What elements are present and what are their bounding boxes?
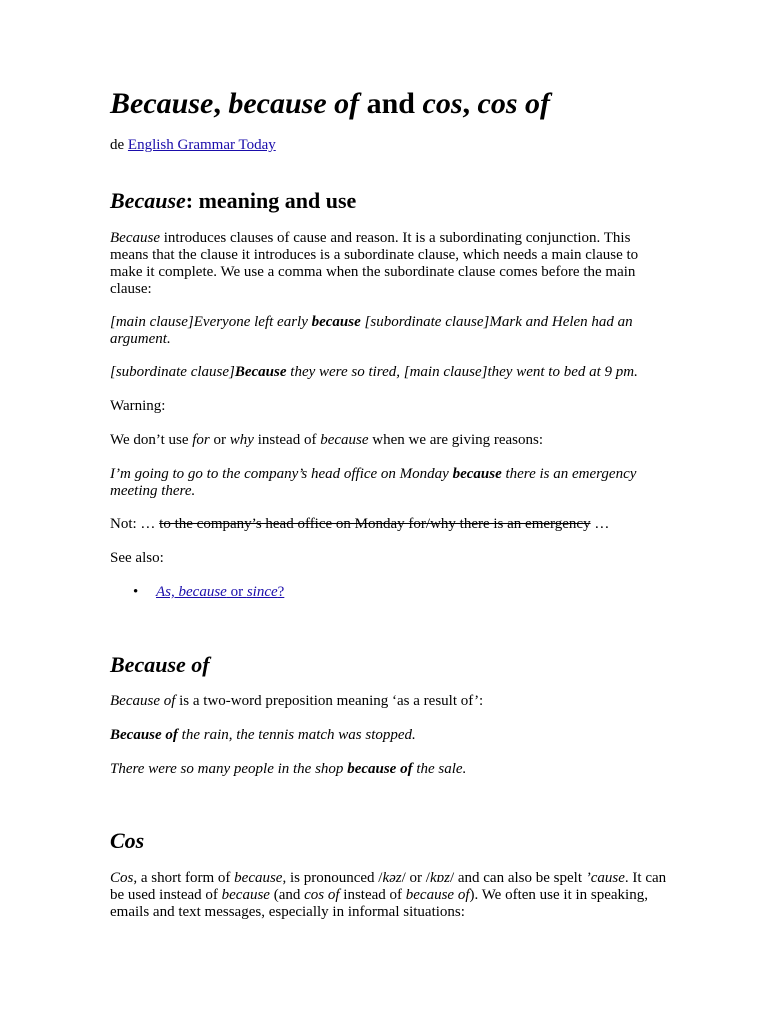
link-text: As, because bbox=[156, 584, 227, 600]
text: when we are giving reasons: bbox=[368, 432, 544, 448]
example-keyword: because of bbox=[347, 761, 413, 777]
text: (and bbox=[269, 887, 305, 903]
section-heading-cos: Cos bbox=[110, 828, 145, 853]
phonetic: kəz bbox=[382, 870, 402, 886]
paragraph-intro bbox=[110, 230, 670, 298]
source-link[interactable]: English Grammar Today bbox=[127, 137, 276, 153]
paragraph-text: introduces clauses of cause and reason. It is a subordinating conjunction. This means that the clause it introduces is a subordinate clause, which needs a main clause to make it complete. We use a comma when the subordinate clause comes before the main clause: bbox=[110, 230, 639, 297]
example-text: the rain, the tennis match was stopped. bbox=[177, 727, 416, 743]
example-text: I’m going to go to the company’s head office on Monday bbox=[110, 466, 453, 482]
example-4 bbox=[110, 727, 670, 744]
heading-rest: : meaning and use bbox=[185, 188, 357, 213]
title-cos: cos bbox=[422, 87, 463, 120]
example-3 bbox=[110, 466, 670, 500]
text: ). We often use it in speaking, emails and text messages, especially in informal situations: bbox=[110, 887, 648, 920]
section-heading-because-of: Because of bbox=[110, 652, 210, 677]
bullet-icon: • bbox=[133, 584, 139, 600]
paragraph-text: is a two-word preposition meaning ‘as a result of’: bbox=[175, 693, 484, 709]
page-title bbox=[110, 86, 670, 122]
see-also-label: See also: bbox=[110, 550, 164, 566]
term: cos of bbox=[304, 887, 340, 903]
text: instead of bbox=[339, 887, 406, 903]
term: why bbox=[229, 432, 254, 448]
warning-label: Warning: bbox=[110, 398, 166, 414]
example-text: [subordinate clause] bbox=[110, 364, 235, 380]
title-because: Because bbox=[110, 87, 214, 120]
source-prefix: de bbox=[110, 137, 128, 153]
term: because bbox=[221, 887, 270, 903]
heading-italic: Because bbox=[110, 188, 186, 213]
example-text: [main clause]Everyone left early bbox=[110, 314, 312, 330]
example-keyword: because bbox=[452, 466, 502, 482]
example-keyword: Because bbox=[234, 364, 287, 380]
title-sep: , bbox=[462, 87, 478, 120]
source-line bbox=[110, 137, 670, 154]
example-1 bbox=[110, 314, 670, 348]
section-heading-because bbox=[110, 187, 670, 215]
paragraph-cos bbox=[110, 870, 670, 921]
warning-text bbox=[110, 432, 670, 449]
term: because of bbox=[405, 887, 470, 903]
text: or bbox=[209, 432, 230, 448]
example-keyword: Because of bbox=[110, 727, 178, 743]
term: Because of bbox=[110, 693, 176, 709]
example-2 bbox=[110, 364, 670, 381]
see-also-list bbox=[110, 584, 670, 601]
text: We don’t use bbox=[110, 432, 193, 448]
not-example bbox=[110, 516, 670, 533]
title-sep: , bbox=[213, 87, 229, 120]
term: because bbox=[234, 870, 283, 886]
link-text: since bbox=[246, 584, 278, 600]
text: / or / bbox=[401, 870, 430, 886]
term: Cos bbox=[110, 870, 134, 886]
title-cos-of: cos of bbox=[477, 87, 550, 120]
list-item bbox=[110, 584, 670, 601]
example-text: [subordinate clause]Mark and Helen had an argument. bbox=[110, 314, 633, 347]
example-text: they were so tired, [main clause]they went to bed at 9 pm. bbox=[286, 364, 638, 380]
term: ’cause bbox=[585, 870, 625, 886]
text: , a short form of bbox=[133, 870, 235, 886]
link-text: or bbox=[226, 584, 247, 600]
term: for bbox=[192, 432, 210, 448]
title-because-of: because of bbox=[228, 87, 360, 120]
link-text: ? bbox=[277, 584, 285, 600]
example-text: there is an emergency meeting there. bbox=[110, 466, 637, 499]
example-text: There were so many people in the shop bbox=[110, 761, 348, 777]
title-and: and bbox=[359, 87, 423, 120]
term: Because bbox=[110, 230, 160, 246]
text: instead of bbox=[253, 432, 321, 448]
see-also-link[interactable] bbox=[156, 584, 284, 600]
term: because bbox=[320, 432, 369, 448]
ellipsis: … bbox=[590, 516, 610, 532]
example-5 bbox=[110, 761, 670, 778]
paragraph-because-of bbox=[110, 693, 670, 710]
text: / and can also be spelt bbox=[449, 870, 586, 886]
not-prefix: Not: … bbox=[110, 516, 160, 532]
struck-example: to the company’s head office on Monday for/why there is an emergency bbox=[159, 516, 591, 532]
example-keyword: because bbox=[311, 314, 361, 330]
example-text: the sale. bbox=[412, 761, 467, 777]
text: . It can be used instead of bbox=[110, 870, 667, 903]
text: , is pronounced / bbox=[282, 870, 383, 886]
phonetic: kɒz bbox=[429, 870, 450, 886]
